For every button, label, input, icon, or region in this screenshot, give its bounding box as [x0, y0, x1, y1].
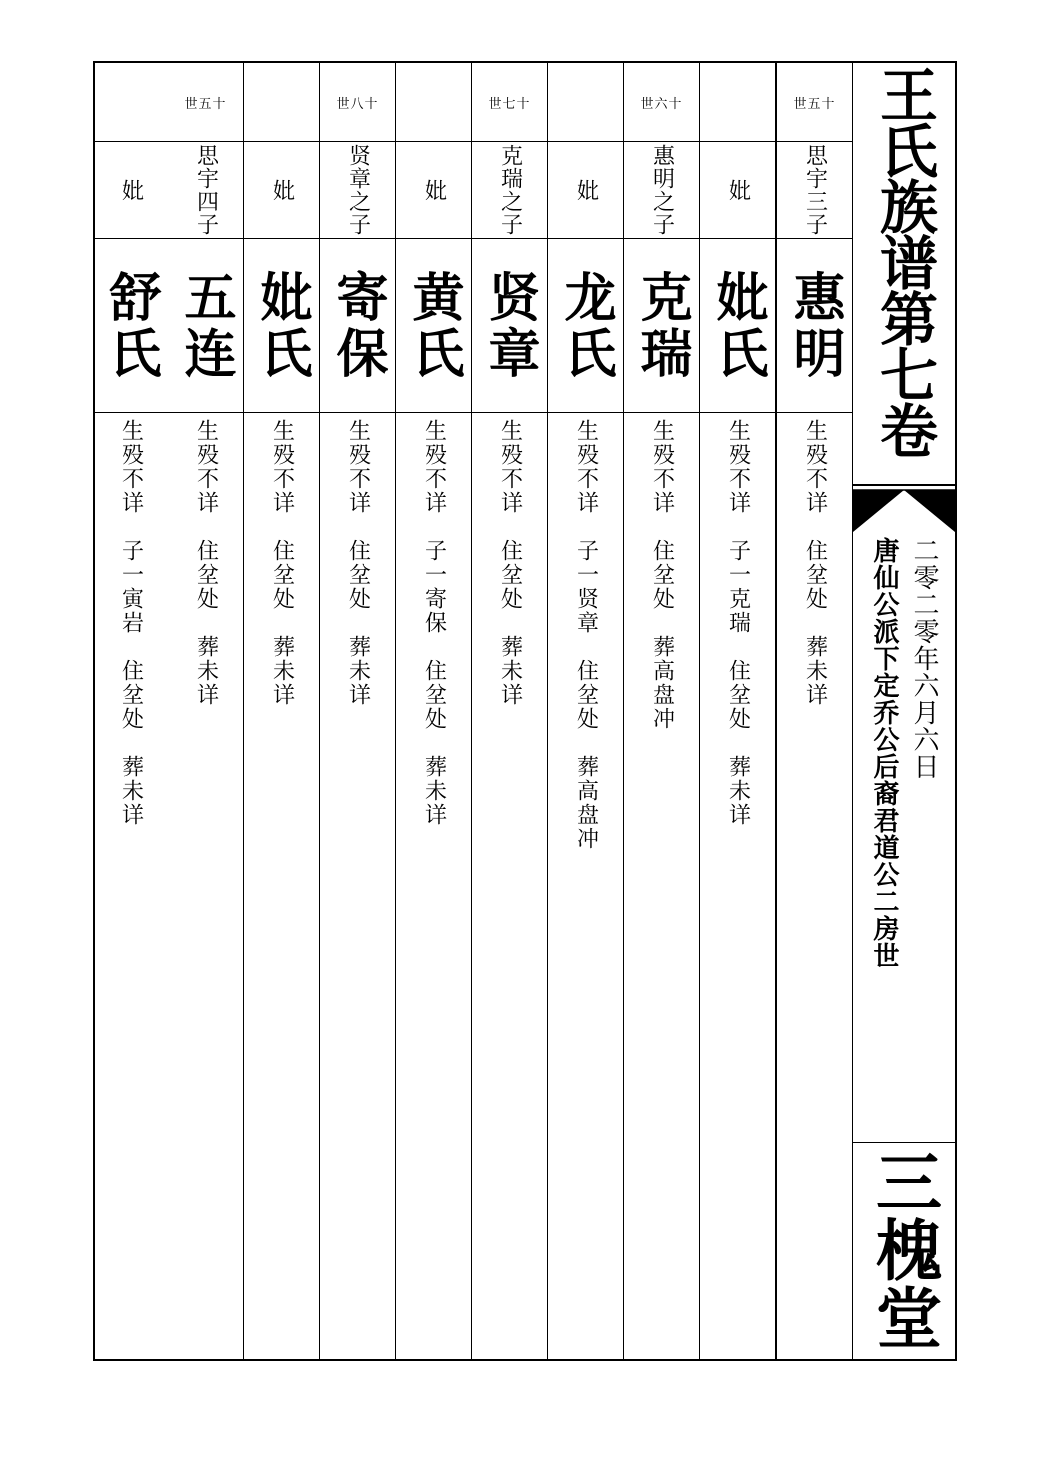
name-cell — [93, 239, 168, 413]
details-cell — [777, 413, 852, 1359]
generation-label: 世五十 — [184, 96, 227, 112]
relation-label: 妣 — [269, 178, 295, 202]
generation-cell — [700, 63, 775, 142]
record-column — [168, 63, 244, 1359]
generation-cell — [168, 63, 243, 142]
name-cell — [777, 239, 852, 413]
genealogy-page — [93, 61, 957, 1361]
person-details: 生殁不详 住坌处 葬未详 — [802, 419, 828, 707]
relation-cell — [93, 142, 168, 239]
person-details: 生殁不详 住坌处 葬高盘冲 — [649, 419, 675, 731]
record-column — [624, 63, 700, 1359]
record-column — [472, 63, 548, 1359]
relation-label: 克瑞之子 — [497, 144, 523, 236]
relation-label: 惠明之子 — [649, 144, 675, 236]
hall-name — [853, 1148, 955, 1359]
person-name: 寄保 — [327, 269, 388, 382]
subtitle-lineage: 唐仙公派下定乔公后裔君道公二房世 — [869, 537, 899, 969]
book-title — [853, 63, 955, 488]
relation-cell — [396, 142, 471, 239]
details-cell — [168, 413, 243, 1359]
book-title-text: 王氏族谱第七卷 — [870, 65, 938, 457]
person-name: 龙氏 — [555, 269, 616, 382]
person-name: 妣氏 — [707, 269, 768, 382]
name-cell — [548, 239, 623, 413]
generation-label: 世五十 — [793, 96, 836, 112]
relation-cell — [244, 142, 319, 239]
hall-name-text: 三槐堂 — [864, 1148, 943, 1352]
subtitle-block — [853, 537, 955, 1137]
details-cell — [320, 413, 395, 1359]
person-name: 克瑞 — [631, 269, 692, 382]
person-name: 黄氏 — [403, 269, 464, 382]
generation-cell — [320, 63, 395, 142]
details-cell — [472, 413, 547, 1359]
person-details: 生殁不详 住坌处 葬未详 — [193, 419, 219, 707]
record-column — [700, 63, 776, 1359]
name-cell — [472, 239, 547, 413]
record-column — [93, 63, 168, 1359]
details-cell — [396, 413, 471, 1359]
relation-cell — [472, 142, 547, 239]
relation-cell — [168, 142, 243, 239]
generation-cell — [244, 63, 319, 142]
person-details: 生殁不详 住坌处 葬未详 — [269, 419, 295, 707]
name-cell — [168, 239, 243, 413]
person-name: 五连 — [175, 269, 236, 382]
name-cell — [624, 239, 699, 413]
details-cell — [624, 413, 699, 1359]
details-cell — [244, 413, 319, 1359]
relation-label: 思宇三子 — [802, 144, 828, 236]
person-details: 生殁不详 子一贤章 住坌处 葬高盘冲 — [573, 419, 599, 851]
record-column — [244, 63, 320, 1359]
title-column — [853, 63, 955, 1359]
relation-cell — [777, 142, 852, 239]
record-column — [776, 63, 853, 1359]
record-column — [396, 63, 472, 1359]
name-cell — [320, 239, 395, 413]
subtitle-date: 二零二零年六月六日 — [909, 537, 939, 780]
name-cell — [396, 239, 471, 413]
relation-label: 妣 — [118, 178, 144, 202]
person-name: 贤章 — [479, 269, 540, 382]
person-details: 生殁不详 子一寅岩 住坌处 葬未详 — [118, 419, 144, 827]
name-cell — [700, 239, 775, 413]
relation-cell — [320, 142, 395, 239]
person-details: 生殁不详 子一克瑞 住坌处 葬未详 — [725, 419, 751, 827]
name-cell — [244, 239, 319, 413]
generation-cell — [624, 63, 699, 142]
person-name: 舒氏 — [100, 269, 161, 382]
generation-cell — [396, 63, 471, 142]
generation-cell — [548, 63, 623, 142]
relation-label: 贤章之子 — [345, 144, 371, 236]
hall-divider — [853, 1142, 955, 1143]
person-details: 生殁不详 住坌处 葬未详 — [345, 419, 371, 707]
relation-label: 妣 — [421, 178, 447, 202]
relation-label: 思宇四子 — [193, 144, 219, 236]
person-name: 妣氏 — [251, 269, 312, 382]
generation-cell — [472, 63, 547, 142]
person-details: 生殁不详 子一寄保 住坌处 葬未详 — [421, 419, 447, 827]
title-separator-icon — [853, 484, 955, 532]
generation-label: 世六十 — [640, 96, 683, 112]
relation-label: 妣 — [573, 178, 599, 202]
details-cell — [700, 413, 775, 1359]
record-column — [320, 63, 396, 1359]
relation-cell — [548, 142, 623, 239]
generation-label: 世七十 — [488, 96, 531, 112]
person-details: 生殁不详 住坌处 葬未详 — [497, 419, 523, 707]
generation-cell — [93, 63, 168, 142]
relation-cell — [700, 142, 775, 239]
person-name: 惠明 — [784, 269, 845, 382]
generation-cell — [777, 63, 852, 142]
relation-cell — [624, 142, 699, 239]
record-column — [548, 63, 624, 1359]
details-cell — [93, 413, 168, 1359]
generation-label: 世八十 — [336, 96, 379, 112]
relation-label: 妣 — [725, 178, 751, 202]
details-cell — [548, 413, 623, 1359]
